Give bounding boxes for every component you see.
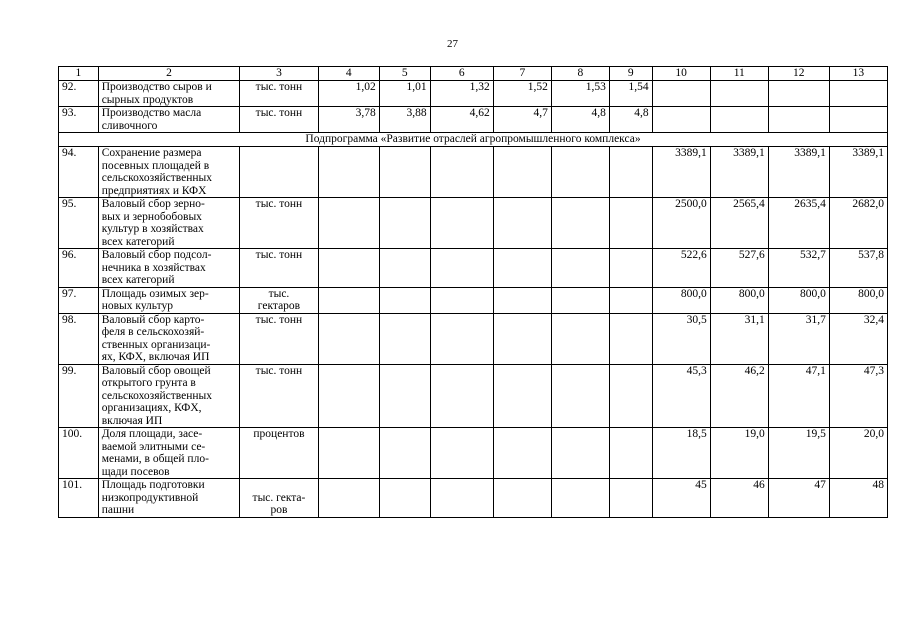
header-cell: 11	[710, 67, 768, 81]
indicator-name	[98, 198, 240, 249]
indicator-name-line: нечника в хозяйствах	[101, 261, 206, 274]
value-cell	[768, 107, 829, 133]
unit-cell	[240, 364, 318, 428]
value-cell	[768, 81, 829, 107]
row-number: 97.	[59, 287, 99, 313]
value-cell	[609, 313, 652, 364]
value-cell	[493, 364, 551, 428]
header-row	[59, 67, 888, 81]
indicator-name-line: новых культур	[101, 300, 173, 312]
value-cell	[493, 147, 551, 198]
value-cell: 1,53	[551, 81, 609, 107]
subprogram-title: Подпрограмма «Развитие отраслей агропромышленного комплекса»	[59, 133, 888, 147]
value-cell	[551, 364, 609, 428]
value-cell	[609, 428, 652, 479]
value-cell: 46	[710, 479, 768, 518]
value-cell	[609, 198, 652, 249]
indicator-name-line: вых и зернобобовых	[101, 210, 202, 223]
value-cell	[430, 364, 493, 428]
value-cell	[609, 364, 652, 428]
value-cell	[430, 479, 493, 518]
value-cell: 47,3	[829, 364, 887, 428]
value-cell	[379, 313, 430, 364]
unit-cell	[240, 428, 318, 479]
value-cell: 18,5	[652, 428, 710, 479]
unit-line: процентов	[253, 428, 305, 440]
indicator-name-line: низкопродуктивной	[101, 491, 199, 504]
value-cell: 4,8	[609, 107, 652, 133]
row-number: 99.	[59, 364, 99, 428]
indicator-name	[98, 364, 240, 428]
indicator-name-line: всех категорий	[101, 235, 175, 248]
indicator-name-line: Доля площади, засе-	[101, 428, 203, 440]
value-cell	[652, 107, 710, 133]
unit-line: гектаров	[257, 300, 301, 312]
value-cell: 1,52	[493, 81, 551, 107]
row-number: 98.	[59, 313, 99, 364]
indicator-name-line: менами, в общей пло-	[101, 453, 209, 465]
unit-line: тыс.	[268, 287, 290, 300]
table-row	[59, 81, 888, 107]
unit-cell	[240, 147, 318, 198]
value-cell	[609, 147, 652, 198]
indicator-name	[98, 107, 240, 133]
value-cell: 800,0	[710, 287, 768, 313]
value-cell	[829, 81, 887, 107]
unit-line: тыс. тонн	[255, 364, 303, 377]
indicator-name-line: Производство сыров и	[101, 81, 212, 93]
unit-line: тыс. тонн	[255, 313, 303, 326]
indicator-name	[98, 81, 240, 107]
value-cell	[430, 313, 493, 364]
indicator-name-line: Производство масла	[101, 107, 202, 119]
value-cell	[493, 287, 551, 313]
indicator-name-line: сельскохозяйственных	[101, 172, 213, 184]
value-cell	[318, 147, 379, 198]
indicator-name-line: Площадь озимых зер-	[101, 287, 209, 300]
header-cell: 1	[59, 67, 99, 81]
value-cell: 31,1	[710, 313, 768, 364]
value-cell: 522,6	[652, 249, 710, 288]
indicator-name-line: всех категорий	[101, 274, 175, 286]
value-cell	[609, 479, 652, 518]
value-cell: 3389,1	[652, 147, 710, 198]
header-cell: 10	[652, 67, 710, 81]
indicator-name-line: предприятиях и КФХ	[101, 184, 207, 197]
indicator-name-line: ях, КФХ, включая ИП	[101, 351, 210, 363]
unit-line: тыс. тонн	[255, 107, 303, 119]
header-cell: 9	[609, 67, 652, 81]
value-cell	[318, 313, 379, 364]
value-cell: 19,0	[710, 428, 768, 479]
header-cell: 5	[379, 67, 430, 81]
value-cell: 4,8	[551, 107, 609, 133]
value-cell	[493, 428, 551, 479]
unit-cell	[240, 479, 318, 518]
value-cell: 45	[652, 479, 710, 518]
value-cell: 1,02	[318, 81, 379, 107]
indicator-name-line: открытого грунта в	[101, 377, 196, 389]
value-cell: 2682,0	[829, 198, 887, 249]
table-row	[59, 147, 888, 198]
table-row	[59, 107, 888, 133]
value-cell: 2500,0	[652, 198, 710, 249]
value-cell	[318, 287, 379, 313]
row-number: 94.	[59, 147, 99, 198]
header-cell: 8	[551, 67, 609, 81]
value-cell: 3389,1	[710, 147, 768, 198]
value-cell	[493, 479, 551, 518]
value-cell: 1,32	[430, 81, 493, 107]
indicator-name-line: Валовый сбор овощей	[101, 364, 211, 377]
header-cell: 12	[768, 67, 829, 81]
value-cell: 537,8	[829, 249, 887, 288]
value-cell: 30,5	[652, 313, 710, 364]
indicator-name-line: ственных организаци-	[101, 338, 211, 351]
indicator-name-line: сырных продуктов	[101, 93, 194, 106]
value-cell	[379, 287, 430, 313]
value-cell	[829, 107, 887, 133]
value-cell: 527,6	[710, 249, 768, 288]
value-cell: 4,7	[493, 107, 551, 133]
header-cell: 2	[98, 67, 240, 81]
row-number: 100.	[59, 428, 99, 479]
unit-line: ров	[270, 504, 288, 516]
value-cell	[609, 287, 652, 313]
value-cell	[318, 364, 379, 428]
value-cell	[318, 249, 379, 288]
value-cell	[379, 249, 430, 288]
value-cell	[318, 428, 379, 479]
unit-cell	[240, 107, 318, 133]
value-cell	[551, 198, 609, 249]
value-cell: 1,54	[609, 81, 652, 107]
indicator-name-line: Валовый сбор подсол-	[101, 249, 212, 261]
value-cell	[551, 313, 609, 364]
value-cell: 800,0	[829, 287, 887, 313]
header-cell: 4	[318, 67, 379, 81]
indicator-name-line: Валовый сбор зерно-	[101, 198, 205, 210]
value-cell	[379, 428, 430, 479]
indicator-name-line: организациях, КФХ,	[101, 402, 202, 414]
value-cell: 46,2	[710, 364, 768, 428]
unit-cell	[240, 81, 318, 107]
value-cell: 1,01	[379, 81, 430, 107]
value-cell	[430, 147, 493, 198]
value-cell: 2565,4	[710, 198, 768, 249]
indicator-name-line: сливочного	[101, 119, 158, 132]
table-row	[59, 313, 888, 364]
header-cell: 6	[430, 67, 493, 81]
value-cell	[551, 479, 609, 518]
value-cell	[609, 249, 652, 288]
row-number: 92.	[59, 81, 99, 107]
row-number: 93.	[59, 107, 99, 133]
value-cell	[430, 428, 493, 479]
value-cell	[551, 428, 609, 479]
indicator-name-line: феля в сельскохозяй-	[101, 326, 205, 338]
value-cell	[493, 313, 551, 364]
header-cell: 13	[829, 67, 887, 81]
value-cell: 3389,1	[829, 147, 887, 198]
value-cell	[551, 249, 609, 288]
unit-line: тыс. тонн	[255, 81, 303, 93]
row-number: 96.	[59, 249, 99, 288]
value-cell: 4,62	[430, 107, 493, 133]
value-cell	[379, 198, 430, 249]
value-cell: 48	[829, 479, 887, 518]
table-row	[59, 479, 888, 518]
indicator-name	[98, 428, 240, 479]
value-cell	[710, 107, 768, 133]
header-cell: 7	[493, 67, 551, 81]
subprogram-row	[59, 133, 888, 147]
value-cell	[493, 198, 551, 249]
indicator-name-line: щади посевов	[101, 465, 170, 478]
indicator-name-line: пашни	[101, 504, 135, 516]
indicator-name	[98, 249, 240, 288]
indicator-name	[98, 479, 240, 518]
indicator-name-line: Сохранение размера	[101, 147, 202, 159]
value-cell	[710, 81, 768, 107]
unit-cell	[240, 198, 318, 249]
value-cell	[379, 147, 430, 198]
value-cell	[379, 364, 430, 428]
table-row	[59, 249, 888, 288]
unit-line: тыс. гекта-	[252, 491, 306, 504]
value-cell	[430, 198, 493, 249]
value-cell: 31,7	[768, 313, 829, 364]
value-cell: 19,5	[768, 428, 829, 479]
value-cell	[318, 198, 379, 249]
indicator-name	[98, 313, 240, 364]
row-number: 95.	[59, 198, 99, 249]
value-cell	[551, 287, 609, 313]
header-cell: 3	[240, 67, 318, 81]
value-cell: 47,1	[768, 364, 829, 428]
unit-cell	[240, 287, 318, 313]
indicator-name-line: ваемой элитными се-	[101, 440, 206, 453]
value-cell: 3389,1	[768, 147, 829, 198]
table-row	[59, 428, 888, 479]
table-row	[59, 364, 888, 428]
value-cell	[379, 479, 430, 518]
value-cell: 32,4	[829, 313, 887, 364]
value-cell: 3,78	[318, 107, 379, 133]
value-cell	[493, 249, 551, 288]
indicator-name	[98, 147, 240, 198]
unit-line: тыс. тонн	[255, 198, 303, 210]
indicator-name	[98, 287, 240, 313]
value-cell: 47	[768, 479, 829, 518]
indicator-name-line: Валовый сбор карто-	[101, 313, 205, 326]
value-cell: 800,0	[768, 287, 829, 313]
value-cell	[430, 249, 493, 288]
value-cell: 532,7	[768, 249, 829, 288]
unit-cell	[240, 249, 318, 288]
page-number: 27	[447, 38, 458, 50]
unit-line	[243, 479, 314, 492]
row-number: 101.	[59, 479, 99, 518]
value-cell	[551, 147, 609, 198]
indicator-name-line: культур в хозяйствах	[101, 223, 204, 235]
indicators-table	[58, 66, 888, 518]
table-row	[59, 198, 888, 249]
value-cell: 2635,4	[768, 198, 829, 249]
table-row	[59, 287, 888, 313]
value-cell	[430, 287, 493, 313]
value-cell: 800,0	[652, 287, 710, 313]
indicator-name-line: Площадь подготовки	[101, 479, 205, 491]
unit-cell	[240, 313, 318, 364]
value-cell: 20,0	[829, 428, 887, 479]
indicator-name-line: включая ИП	[101, 414, 163, 427]
value-cell	[318, 479, 379, 518]
indicator-name-line: посевных площадей в	[101, 159, 210, 172]
unit-line: тыс. тонн	[255, 249, 303, 261]
value-cell	[652, 81, 710, 107]
value-cell: 3,88	[379, 107, 430, 133]
value-cell: 45,3	[652, 364, 710, 428]
indicator-name-line: сельскохозяйственных	[101, 389, 213, 402]
